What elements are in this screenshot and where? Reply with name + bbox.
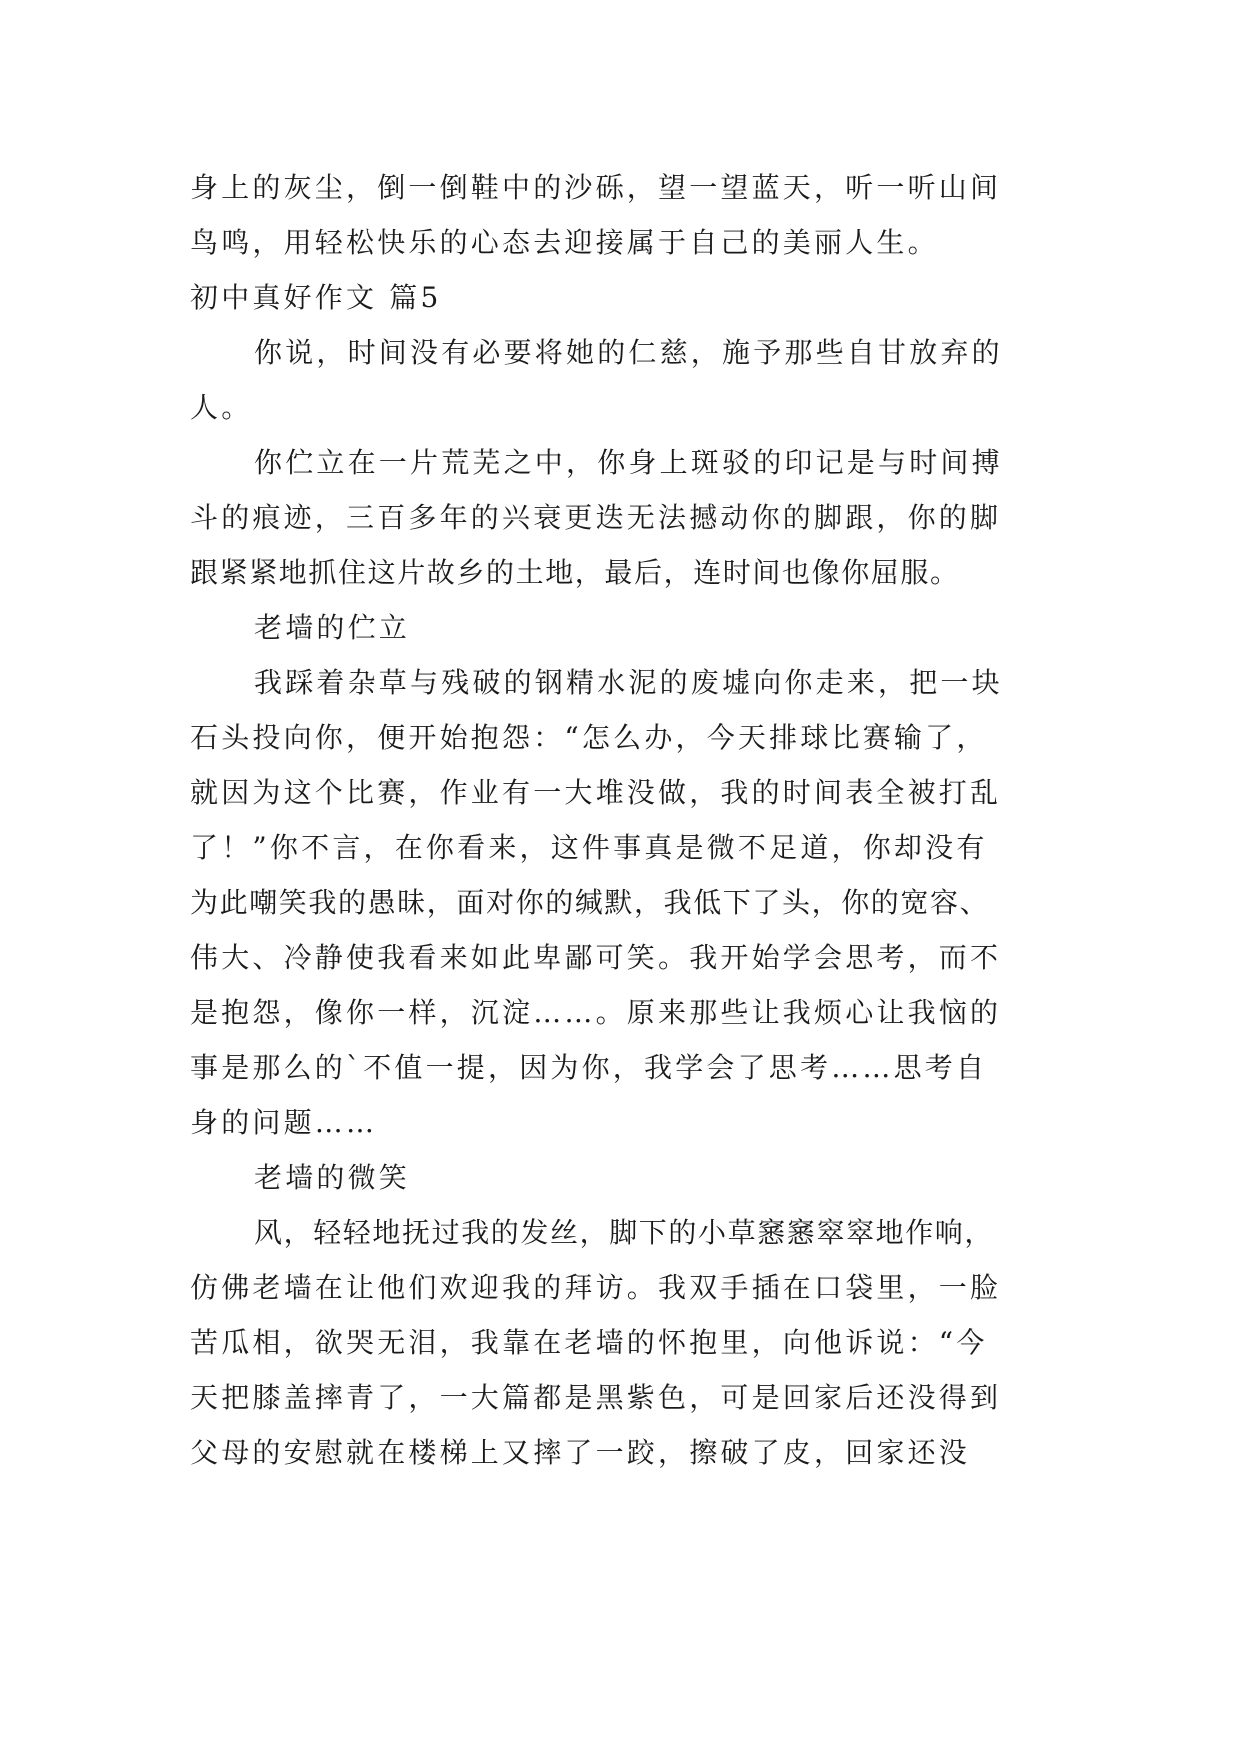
text-line: 你说，时间没有必要将她的仁慈，施予那些自甘放弃的 — [254, 336, 1003, 369]
text-line: 身的问题…… — [190, 1106, 378, 1139]
section-heading: 初中真好作文 篇5 — [190, 281, 442, 314]
document-body — [190, 160, 1070, 1480]
text-line: 天把膝盖摔青了，一大篇都是黑紫色，可是回家后还没得到 — [190, 1381, 1002, 1414]
text-line: 为此嘲笑我的愚昧，面对你的缄默，我低下了头，你的宽容、 — [190, 886, 990, 919]
text-line: 人。 — [190, 391, 253, 424]
subheading: 老墙的伫立 — [254, 611, 411, 644]
text-line: 事是那么的`不值一提，因为你，我学会了思考……思考自 — [190, 1051, 988, 1084]
text-line: 就因为这个比赛，作业有一大堆没做，我的时间表全被打乱 — [190, 776, 1002, 809]
text-line: 了！”你不言，在你看来，这件事真是微不足道，你却没有 — [190, 831, 988, 864]
subheading: 老墙的微笑 — [254, 1161, 411, 1194]
text-line: 苦瓜相，欲哭无泪，我靠在老墙的怀抱里，向他诉说：“今 — [190, 1326, 988, 1359]
text-line: 我踩着杂草与残破的钢精水泥的废墟向你走来，把一块 — [254, 666, 1003, 699]
text-line: 伟大、冷静使我看来如此卑鄙可笑。我开始学会思考，而不 — [190, 941, 1002, 974]
text-line: 仿佛老墙在让他们欢迎我的拜访。我双手插在口袋里，一脸 — [190, 1271, 1002, 1304]
text-line: 你伫立在一片荒芜之中，你身上斑驳的印记是与时间搏 — [254, 446, 1003, 479]
text-line: 斗的痕迹，三百多年的兴衰更迭无法撼动你的脚跟，你的脚 — [190, 501, 1002, 534]
text-line: 是抱怨，像你一样，沉淀……。原来那些让我烦心让我恼的 — [190, 996, 1002, 1029]
text-line: 跟紧紧地抓住这片故乡的土地，最后，连时间也像你屈服。 — [190, 556, 960, 589]
text-line: 父母的安慰就在楼梯上又摔了一跤，擦破了皮，回家还没 — [190, 1436, 971, 1469]
text-line: 石头投向你，便开始抱怨：“怎么办，今天排球比赛输了， — [190, 721, 988, 754]
text-line: 鸟鸣，用轻松快乐的心态去迎接属于自己的美丽人生。 — [190, 226, 939, 259]
text-line: 身上的灰尘，倒一倒鞋中的沙砾，望一望蓝天，听一听山间 — [190, 171, 1002, 204]
text-line: 风，轻轻地抚过我的发丝，脚下的小草窸窸窣窣地作响， — [254, 1216, 995, 1249]
